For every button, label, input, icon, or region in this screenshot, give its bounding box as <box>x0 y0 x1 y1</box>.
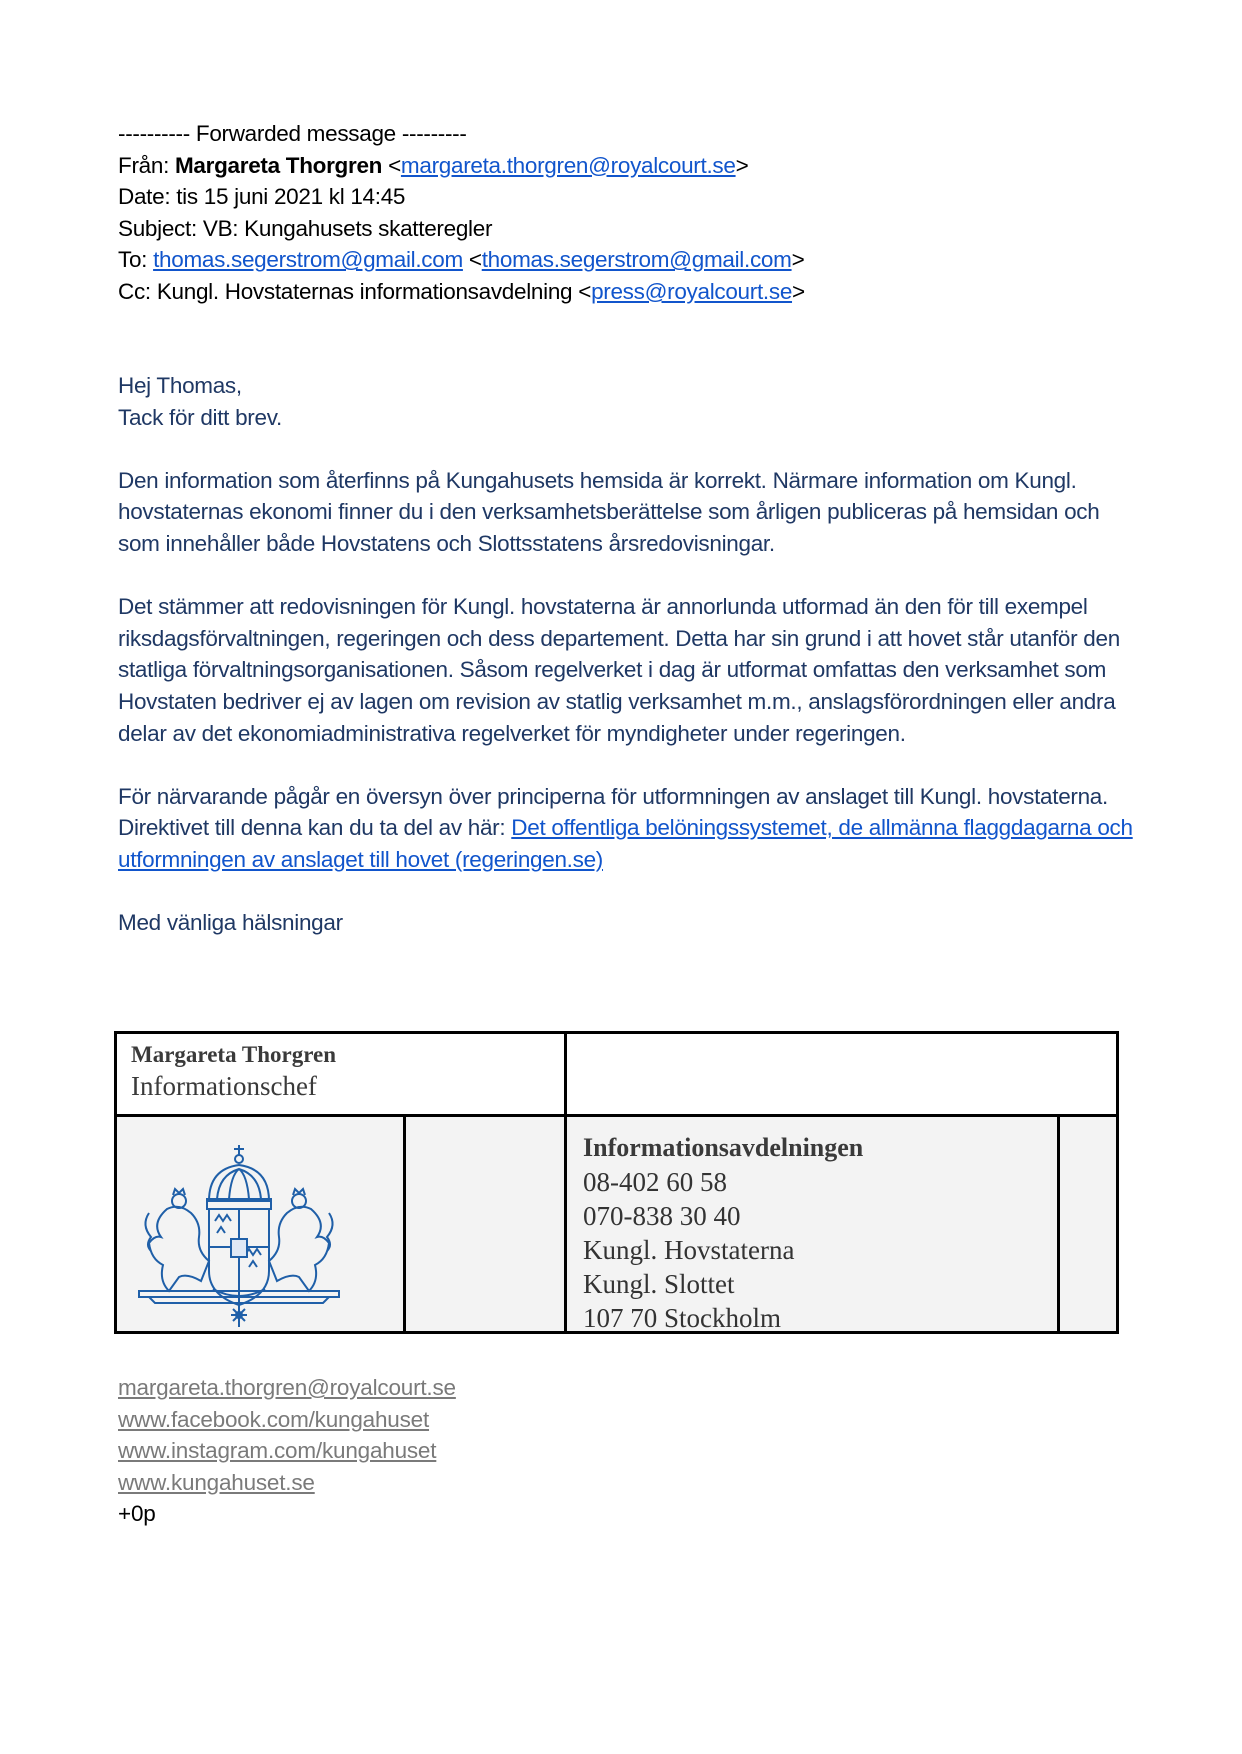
contact-info <box>583 1165 794 1335</box>
from-label: Från: <box>118 152 170 178</box>
signature-name-cell <box>117 1034 567 1114</box>
thanks-line: Tack för ditt brev. <box>118 404 282 430</box>
to-display-link[interactable]: thomas.segerstrom@gmail.com <box>153 247 463 273</box>
footer-links <box>118 1372 456 1530</box>
date-line <box>118 181 805 213</box>
signature-row-1 <box>117 1034 1116 1117</box>
paragraph-3-text: För närvarande pågår en översyn över principerna för utformningen av anslaget till Kungl. hovstaterna. Direktivet till denna kan du ta del av här: <box>118 783 1108 841</box>
to-line: To: thomas.segerstrom@gmail.com <thomas.segerstrom@gmail.com> <box>118 247 805 273</box>
paragraph-2: Det stämmer att redovisningen för Kungl. hovstaterna är annorlunda utformad än den för till exempel riksdagsförvaltningen, regeringen och dess departement. Detta har sin grund i att hovet står utanför den statliga förvaltningsorganisationen. Såsom regelverket i dag är utformat omfattas den verksamhet som Hovstaten bedriver ej av lagen om revision av statlig verksamhet m.m., anslagsförordningen eller andra delar av det ekonomiadministrativa regelverket för myndigheter under regeringen. <box>118 594 1120 746</box>
to-label: To: <box>118 247 148 273</box>
forwarded-line: ---------- Forwarded message --------- <box>118 121 467 146</box>
to-email-link[interactable]: thomas.segerstrom@gmail.com <box>481 247 792 273</box>
from-name: Margareta Thorgren <box>174 152 383 178</box>
phone-mobile: 070-838 30 40 <box>583 1201 741 1231</box>
contact-cell <box>567 1117 1060 1331</box>
trailer-text: +0p <box>118 1501 156 1527</box>
signature-table <box>114 1031 1119 1334</box>
paragraph-1: Den information som återfinns på Kungahusets hemsida är korrekt. Närmare information om Kungl. hovstaternas ekonomi finner du i den verksamhetsberättelse som årligen publiceras på hemsidan och som innehåller både Hovstatens och Slottsstatens årsredovisningar. <box>118 467 1100 556</box>
address-line-2: 107 70 Stockholm <box>583 1303 782 1333</box>
cc-email-link[interactable]: press@royalcourt.se <box>591 278 793 304</box>
date-label: Date: <box>118 184 171 210</box>
cc-line: Cc: Kungl. Hovstaternas informationsavdelning <press@royalcourt.se> <box>118 278 805 304</box>
paragraph-3 <box>118 781 1138 876</box>
subject-line <box>118 213 805 245</box>
royal-coat-of-arms-icon <box>137 1143 342 1333</box>
forward-header <box>118 118 805 308</box>
phone-office: 08-402 60 58 <box>583 1167 727 1197</box>
greeting: Hej Thomas, <box>118 373 242 398</box>
instagram-link[interactable]: www.instagram.com/kungahuset <box>118 1438 437 1464</box>
organization: Kungl. Hovstaterna <box>583 1235 795 1265</box>
department-name: Informationsavdelningen <box>583 1133 864 1162</box>
closing: Med vänliga hälsningar <box>118 910 343 936</box>
address-line-1: Kungl. Slottet <box>583 1269 735 1299</box>
signature-row-2 <box>117 1117 1116 1331</box>
directive-link[interactable]: Det offentliga belöningssystemet, de allmänna flaggdagarna och utformningen av anslaget till hovet (regeringen.se) <box>118 815 1133 872</box>
cc-name: Kungl. Hovstaternas informationsavdelning <box>156 278 573 304</box>
signature-name: Margareta Thorgren <box>131 1042 337 1067</box>
website-link[interactable]: www.kungahuset.se <box>118 1469 315 1495</box>
from-line: Från: Margareta Thorgren <margareta.thorgren@royalcourt.se> <box>118 152 749 178</box>
facebook-link[interactable]: www.facebook.com/kungahuset <box>118 1406 430 1432</box>
signature-title: Informationschef <box>131 1071 317 1101</box>
cc-label: Cc: <box>118 278 151 304</box>
footer-email-link[interactable]: margareta.thorgren@royalcourt.se <box>118 1375 456 1400</box>
date-value: tis 15 juni 2021 kl 14:45 <box>176 184 406 210</box>
from-email-link[interactable]: margareta.thorgren@royalcourt.se <box>400 152 736 178</box>
empty-cell <box>406 1117 567 1331</box>
email-body <box>118 370 1138 970</box>
subject-label: Subject: <box>118 215 197 241</box>
subject-value: VB: Kungahusets skatteregler <box>202 215 493 241</box>
logo-cell <box>117 1117 406 1331</box>
